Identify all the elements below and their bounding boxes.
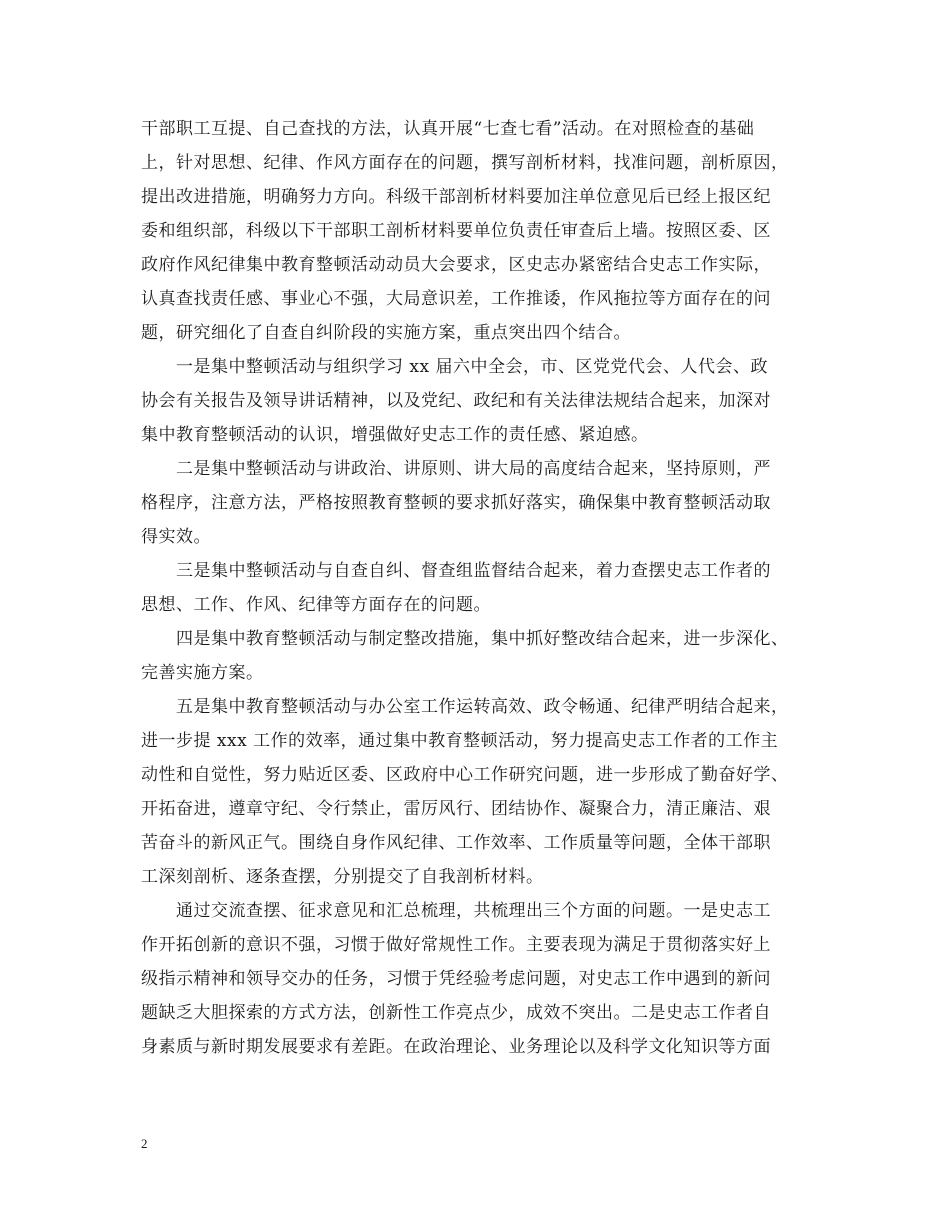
text-line: 开拓奋进，遵章守纪、令行禁止，雷厉风行、团结协作、凝聚合力，清正廉洁、艰 (141, 799, 771, 819)
text-line: 上，针对思想、纪律、作风方面存在的问题，撰写剖析材料，找准问题，剖析原因， (141, 153, 789, 173)
text-line: 集中教育整顿活动的认识，增强做好史志工作的责任感、紧迫感。 (141, 425, 649, 445)
text-line: 作开拓创新的意识不强，习惯于做好常规性工作。主要表现为满足于贯彻落实好上 (141, 935, 771, 955)
body-text (141, 112, 811, 1064)
text-line: 得实效。 (141, 527, 211, 547)
text-line: 格程序，注意方法，严格按照教育整顿的要求抓好落实，确保集中教育整顿活动取 (141, 493, 771, 513)
text-line: 级指示精神和领导交办的任务，习惯于凭经验考虑问题，对史志工作中遇到的新问 (141, 969, 771, 989)
text-line: 题，研究细化了自查自纠阶段的实施方案，重点突出四个结合。 (141, 323, 631, 343)
text-line: 委和组织部，科级以下干部职工剖析材料要单位负责任审查后上墙。按照区委、区 (141, 221, 771, 241)
text-line: 干部职工互提、自己查找的方法，认真开展“七查七看”活动。在对照检查的基础 (141, 119, 755, 139)
text-line: 思想、工作、作风、纪律等方面存在的问题。 (141, 595, 491, 615)
text-line: 工深刻剖析、逐条查摆，分别提交了自我剖析材料。 (141, 867, 544, 887)
text-line: 苦奋斗的新风正气。围绕自身作风纪律、工作效率、工作质量等问题，全体干部职 (141, 833, 771, 853)
page-number: 2 (141, 1136, 148, 1151)
text-line: 通过交流查摆、征求意见和汇总梳理，共梳理出三个方面的问题。一是史志工 (176, 901, 771, 921)
text-line: 动性和自觉性，努力贴近区委、区政府中心工作研究问题，进一步形成了勤奋好学、 (141, 765, 789, 785)
text-line: 提出改进措施，明确努力方向。科级干部剖析材料要加注单位意见后已经上报区纪 (141, 187, 771, 207)
text-line: 进一步提 xxx 工作的效率，通过集中教育整顿活动，努力提高史志工作者的工作主 (141, 731, 779, 751)
text-line: 认真查找责任感、事业心不强，大局意识差，工作推诿，作风拖拉等方面存在的问 (141, 289, 771, 309)
text-line: 一是集中整顿活动与组织学习 xx 届六中全会，市、区党党代会、人代会、政 (176, 357, 768, 377)
text-line: 题缺乏大胆探索的方式方法，创新性工作亮点少，成效不突出。二是史志工作者自 (141, 1003, 771, 1023)
text-line: 身素质与新时期发展要求有差距。在政治理论、业务理论以及科学文化知识等方面 (141, 1037, 771, 1057)
text-line: 三是集中整顿活动与自查自纠、督查组监督结合起来，着力查摆史志工作者的 (176, 561, 771, 581)
text-line: 五是集中教育整顿活动与办公室工作运转高效、政令畅通、纪律严明结合起来， (176, 697, 789, 717)
text-line: 四是集中教育整顿活动与制定整改措施，集中抓好整改结合起来，进一步深化、 (176, 629, 789, 649)
text-line: 政府作风纪律集中教育整顿活动动员大会要求，区史志办紧密结合史志工作实际， (141, 255, 771, 275)
text-line: 二是集中整顿活动与讲政治、讲原则、讲大局的高度结合起来，坚持原则，严 (176, 459, 771, 479)
text-line: 协会有关报告及领导讲话精神，以及党纪、政纪和有关法律法规结合起来，加深对 (141, 391, 771, 411)
text-line: 完善实施方案。 (141, 663, 264, 683)
